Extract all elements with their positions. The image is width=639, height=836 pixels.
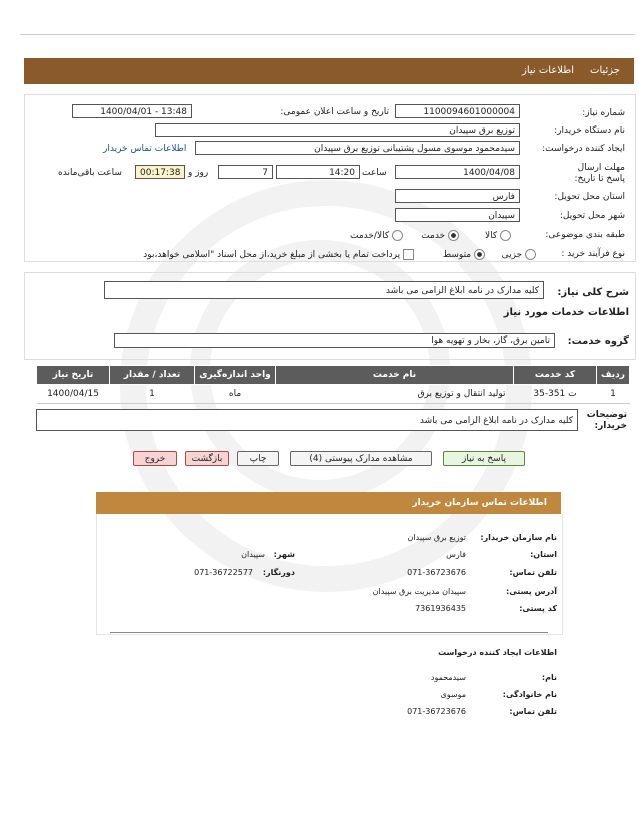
creator-phone-value: 071-36723676	[407, 707, 466, 716]
buyer-contact-link[interactable]: اطلاعات تماس خریدار	[103, 144, 187, 154]
buyer-notes-label: توضیحات خریدار:	[586, 410, 627, 431]
col-name: نام خدمت	[276, 366, 514, 385]
contact-title: اطلاعات تماس سازمان خریدار	[412, 498, 547, 508]
deadline-date-field: 1400/04/08	[395, 165, 520, 179]
cell-code: ت 351-35	[514, 385, 597, 404]
province-field: فارس	[395, 189, 520, 203]
exit-button[interactable]: خروج	[133, 451, 177, 466]
contact-province-label: استان:	[530, 550, 557, 559]
creator-family-value: موسوی	[440, 690, 466, 699]
col-row: ردیف	[597, 366, 630, 385]
col-code: کد خدمت	[514, 366, 597, 385]
province-label: استان محل تحویل:	[554, 192, 625, 202]
payment-checkbox[interactable]	[403, 249, 414, 260]
cell-qty: 1	[110, 385, 195, 404]
remaining-label: ساعت باقی‌مانده	[58, 168, 122, 178]
creator-label: ایجاد کننده درخواست:	[542, 144, 625, 154]
time-label: ساعت	[362, 168, 387, 178]
cell-date: 1400/04/15	[37, 385, 110, 404]
need-number-label: شماره نیاز:	[582, 108, 625, 118]
contact-fax-label: دورنگار:	[262, 568, 295, 577]
contact-fax-value: 071-36722577	[194, 568, 253, 577]
print-button[interactable]: چاپ	[237, 451, 279, 466]
proc-medium-text: متوسط	[442, 250, 472, 260]
proc-minor-radio[interactable]	[525, 249, 536, 260]
announce-field: 1400/04/01 - 13:48	[72, 104, 192, 118]
payment-note-text: پرداخت تمام یا بخشی از مبلغ خرید،از محل اسناد "اسلامی خواهد،بود	[143, 250, 401, 260]
header-bar	[24, 58, 634, 84]
buyer-notes-field: کلیه مدارک در نامه ابلاغ الزامی می باشد	[36, 409, 578, 431]
cat-goods-radio[interactable]	[500, 230, 511, 241]
buyer-org-field: توزیع برق سپیدان	[155, 123, 520, 137]
proc-medium-radio[interactable]	[474, 249, 485, 260]
service-group-label: گروه خدمت:	[567, 336, 629, 347]
top-divider	[20, 34, 635, 35]
deadline-label: مهلت ارسال پاسخ تا تاریخ:	[574, 163, 625, 184]
proc-minor-option[interactable]	[502, 249, 536, 260]
table-header-row	[37, 366, 630, 385]
contact-postal-value: 7361936435	[415, 604, 466, 613]
city-field: سپیدان	[395, 208, 520, 222]
category-label: طبقه بندی موضوعی:	[545, 230, 625, 240]
table-row[interactable]	[37, 385, 630, 404]
tab-need-info[interactable]: اطلاعات نیاز	[522, 65, 574, 76]
org-name-value: توزیع برق سپیدان	[407, 533, 466, 542]
services-title: اطلاعات خدمات مورد نیاز	[503, 307, 629, 318]
days-field: 7	[218, 165, 273, 179]
contact-header	[96, 492, 561, 514]
col-date: تاریخ نیاز	[37, 366, 110, 385]
city-label: شهر محل تحویل:	[559, 211, 625, 221]
creator-name-value: سیدمحمود	[430, 673, 466, 682]
summary-label: شرح کلی نیاز:	[557, 287, 629, 298]
creator-info-title: اطلاعات ایجاد کننده درخواست	[438, 648, 557, 657]
contact-address-value: سپیدان مدیریت برق سپیدان	[372, 587, 466, 596]
contact-address-label: آدرس پستی:	[506, 587, 557, 596]
announce-label: تاریخ و ساعت اعلان عمومی:	[280, 107, 389, 117]
org-name-label: نام سازمان خریدار:	[480, 533, 557, 542]
proc-medium-option[interactable]	[443, 249, 485, 260]
tab-details[interactable]: جزئیات	[590, 65, 620, 76]
cell-name: تولید انتقال و توزیع برق	[276, 385, 514, 404]
creator-name-label: نام:	[541, 673, 557, 682]
cat-goods-service-option[interactable]	[350, 230, 403, 241]
buyer-org-label: نام دستگاه خریدار:	[554, 126, 625, 136]
creator-phone-label: تلفن تماس:	[509, 707, 557, 716]
deadline-time-field: 14:20	[276, 165, 360, 179]
contact-province-value: فارس	[446, 550, 466, 559]
contact-city-value: سپیدان	[241, 550, 265, 559]
payment-option[interactable]	[143, 249, 414, 260]
col-qty: تعداد / مقدار	[110, 366, 195, 385]
creator-family-label: نام خانوادگی:	[502, 690, 557, 699]
summary-field: کلیه مدارک در نامه ابلاغ الزامی می باشد	[104, 281, 544, 299]
cat-goods-option[interactable]	[485, 230, 511, 241]
cat-service-option[interactable]	[421, 230, 459, 241]
service-group-field: تامین برق، گاز، بخار و تهویه هوا	[114, 333, 555, 348]
days-label: روز و	[188, 168, 209, 178]
cat-goods-service-radio[interactable]	[392, 230, 403, 241]
cat-goods-text: کالا	[484, 231, 498, 241]
col-unit: واحد اندازه‌گیری	[195, 366, 276, 385]
cat-goods-service-text: کالا/خدمت	[349, 231, 390, 241]
contact-phone-label: تلفن تماس:	[509, 568, 557, 577]
contact-postal-label: کد پستی:	[519, 604, 557, 613]
remaining-time-field: 00:17:38	[135, 165, 185, 179]
services-table	[36, 365, 630, 404]
cell-row: 1	[597, 385, 630, 404]
cat-service-radio[interactable]	[448, 230, 459, 241]
creator-field: سیدمحمود موسوی مسول پشتیبانی توزیع برق سپیدان	[195, 141, 520, 155]
contact-city-label: شهر:	[273, 550, 295, 559]
contact-phone-value: 071-36723676	[407, 568, 466, 577]
attachments-button[interactable]: مشاهده مدارک پیوستی (4)	[290, 451, 432, 466]
contact-divider	[110, 632, 548, 633]
proc-minor-text: جزیی	[501, 250, 523, 260]
need-number-field: 1100094601000004	[395, 104, 520, 118]
reply-button[interactable]: پاسخ به نیاز	[443, 451, 525, 466]
back-button[interactable]: بازگشت	[185, 451, 229, 466]
cell-unit: ماه	[195, 385, 276, 404]
cat-service-text: خدمت	[421, 231, 446, 241]
process-label: نوع فرآیند خرید :	[561, 249, 625, 259]
